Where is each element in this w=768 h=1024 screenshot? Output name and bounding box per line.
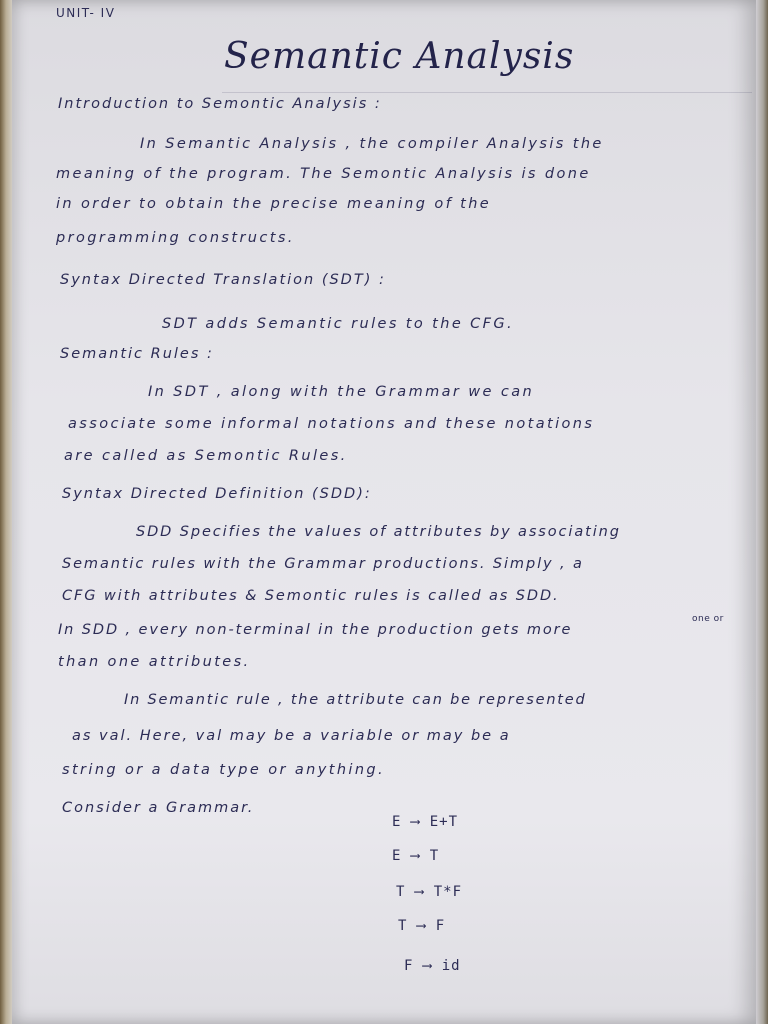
rules-heading: Semantic Rules : [60,346,214,362]
intro-line-3: in order to obtain the precise meaning of the [56,196,492,212]
production-2: E ⟶ T [392,848,440,864]
production-1: E ⟶ E+T [392,814,459,830]
grammar-heading: Consider a Grammar. [62,800,255,816]
sdd-line-2: Semantic rules with the Grammar productions. Simply , a [62,556,584,572]
val-line-2: as val. Here, val may be a variable or may be a [72,728,511,744]
intro-heading: Introduction to Semontic Analysis : [58,96,382,112]
rules-line-1: In SDT , along with the Grammar we can [148,384,535,400]
production-4: T ⟶ F [398,918,446,934]
sdd-line-4: In SDD , every non-terminal in the production gets more [58,622,573,638]
unit-label: UNIT- IV [56,6,116,20]
sdd-line-1: SDD Specifies the values of attributes by associating [136,524,621,540]
rules-line-2: associate some informal notations and these notations [68,416,595,432]
production-5: F ⟶ id [404,958,461,974]
sdd-line-3: CFG with attributes & Semontic rules is called as SDD. [62,588,560,604]
sdd-line-5: than one attributes. [58,654,251,670]
page-edge [756,0,768,1024]
sdt-line: SDT adds Semantic rules to the CFG. [162,316,515,332]
val-line-1: In Semantic rule , the attribute can be represented [124,692,587,708]
intro-line-2: meaning of the program. The Semontic Analysis is done [56,166,591,182]
intro-line-4: programming constructs. [56,230,295,246]
sdd-heading: Syntax Directed Definition (SDD): [62,486,372,502]
production-3: T ⟶ T*F [396,884,463,900]
sdd-insert-note: one or [692,614,724,624]
sdt-heading: Syntax Directed Translation (SDT) : [60,272,386,288]
intro-line-1: In Semantic Analysis , the compiler Analysis the [140,136,604,152]
notebook-page [12,0,756,1024]
rules-line-3: are called as Semontic Rules. [64,448,348,464]
title-underline [222,92,752,93]
page-title: Semantic Analysis [224,36,575,77]
val-line-3: string or a data type or anything. [62,762,386,778]
